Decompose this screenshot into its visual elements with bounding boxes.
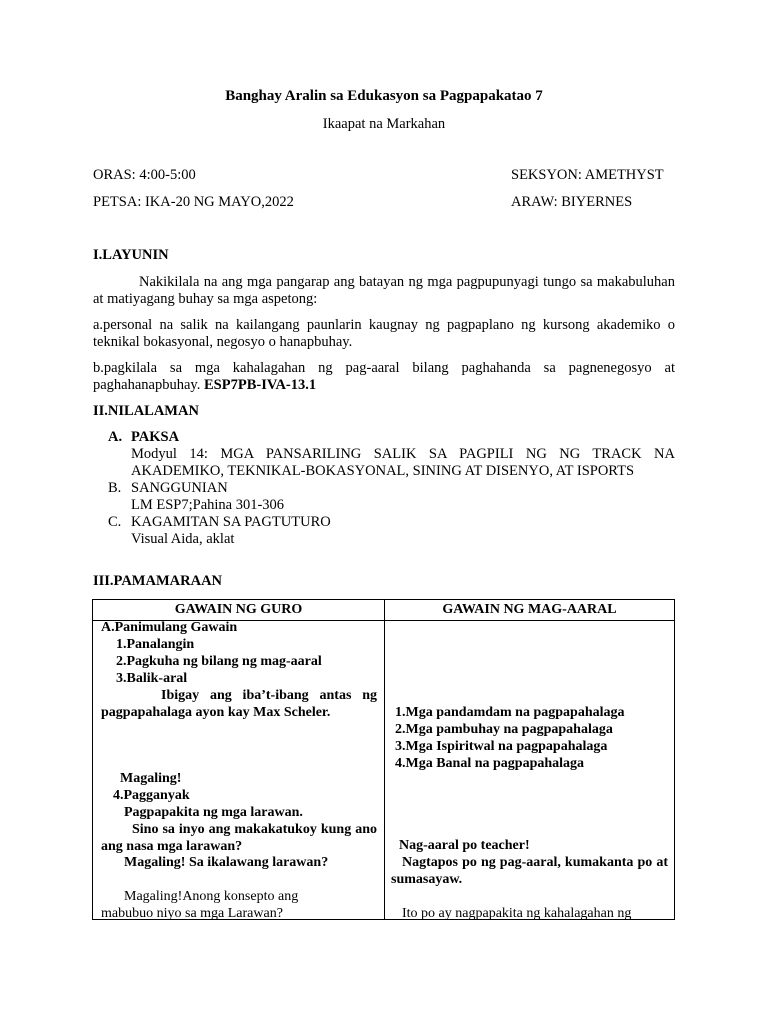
sanggunian-detail: LM ESP7;Pahina 301-306	[131, 497, 285, 513]
layunin-heading: I.LAYUNIN	[93, 247, 169, 263]
guro-magaling-3: Magaling!Anong konsepto ang	[124, 889, 299, 904]
document-title: Banghay Aralin sa Edukasyon sa Pagpapakatao 7	[225, 88, 543, 104]
guro-ibigay: Ibigay ang iba’t-ibang antas ng pagpapahalaga ayon kay Max Scheler.	[101, 688, 377, 720]
seksyon-field: SEKSYON: AMETHYST	[511, 167, 664, 183]
guro-panimulang: A.Panimulang Gawain	[101, 620, 238, 635]
guro-magaling-1: Magaling!	[120, 771, 182, 786]
paksa-detail: Modyul 14: MGA PANSARILING SALIK SA PAGPILI NG NG TRACK NA AKADEMIKO, TEKNIKAL-BOKASYONAL, SINING AT DISENYO, AT ISPORTS	[131, 446, 675, 479]
list-marker: A.	[108, 429, 123, 445]
sanggunian-label: SANGGUNIAN	[131, 480, 228, 496]
kagamitan-detail: Visual Aida, aklat	[131, 531, 235, 547]
guro-pagkuha: 2.Pagkuha ng bilang ng mag-aaral	[116, 654, 322, 669]
guro-pagpapakita: Pagpapakita ng mga larawan.	[124, 805, 303, 820]
mag-aaral-item-1: 1.Mga pandamdam na pagpapahalaga	[395, 705, 625, 720]
column-header-guro: GAWAIN NG GURO	[174, 602, 303, 617]
list-item	[108, 429, 675, 480]
nilalaman-list	[108, 429, 675, 548]
mag-aaral-nagtapos: Nagtapos po ng pag-aaral, kumakanta po at sumasayaw.	[391, 855, 668, 887]
mag-aaral-item-3: 3.Mga Ispiritwal na pagpapahalaga	[395, 739, 608, 754]
list-marker: B.	[108, 480, 122, 496]
pamamaraan-heading: III.PAMAMARAAN	[93, 573, 223, 589]
mag-aaral-nag-aaral: Nag-aaral po teacher!	[399, 838, 530, 853]
layunin-item-a: a.personal na salik na kailangang paunlarin kaugnay ng pagpaplano ng kursong akademiko o teknikal bokasyonal, negosyo o hanapbuhay.	[93, 317, 675, 350]
paksa-label: PAKSA	[131, 429, 180, 445]
layunin-intro: Nakikilala na ang mga pangarap ang batayan ng mga pagpupunyagi tungo sa makabuluhan at matiyagang buhay sa mga aspetong:	[93, 274, 675, 307]
document-subtitle: Ikaapat na Markahan	[322, 116, 446, 132]
list-item	[108, 480, 675, 514]
oras-field: ORAS: 4:00-5:00	[93, 167, 196, 183]
nilalaman-heading: II.NILALAMAN	[93, 403, 199, 419]
layunin-item-b-text: b.pagkilala sa mga kahalagahan ng pag-aaral bilang paghahanda sa pagnenegosyo at paghahanapbuhay.	[93, 360, 675, 393]
mag-aaral-ito: Ito po ay nagpapakita ng kahalagahan ng	[402, 906, 632, 921]
guro-balik-aral: 3.Balik-aral	[116, 671, 188, 686]
guro-magaling-2: Magaling! Sa ikalawang larawan?	[124, 855, 329, 870]
pamamaraan-table	[92, 599, 675, 920]
petsa-field: PETSA: IKA-20 NG MAYO,2022	[93, 194, 294, 210]
guro-pagganyak: 4.Pagganyak	[113, 788, 190, 803]
list-item	[108, 514, 675, 548]
column-header-mag-aaral: GAWAIN NG MAG-AARAL	[442, 602, 617, 617]
competency-code: ESP7PB-IVA-13.1	[204, 377, 317, 393]
layunin-item-b	[93, 360, 675, 394]
mag-aaral-item-2: 2.Mga pambuhay na pagpapahalaga	[395, 722, 613, 737]
kagamitan-label: KAGAMITAN SA PAGTUTURO	[131, 514, 331, 530]
table-column-divider	[384, 600, 385, 919]
guro-panalangin: 1.Panalangin	[116, 637, 195, 652]
guro-sino: Sino sa inyo ang makakatukoy kung ano ang nasa mga larawan?	[101, 822, 377, 854]
mag-aaral-item-4: 4.Mga Banal na pagpapahalaga	[395, 756, 585, 771]
guro-mabubuo: mabubuo niyo sa mga Larawan?	[101, 906, 283, 921]
list-marker: C.	[108, 514, 122, 530]
araw-field: ARAW: BIYERNES	[511, 194, 633, 210]
